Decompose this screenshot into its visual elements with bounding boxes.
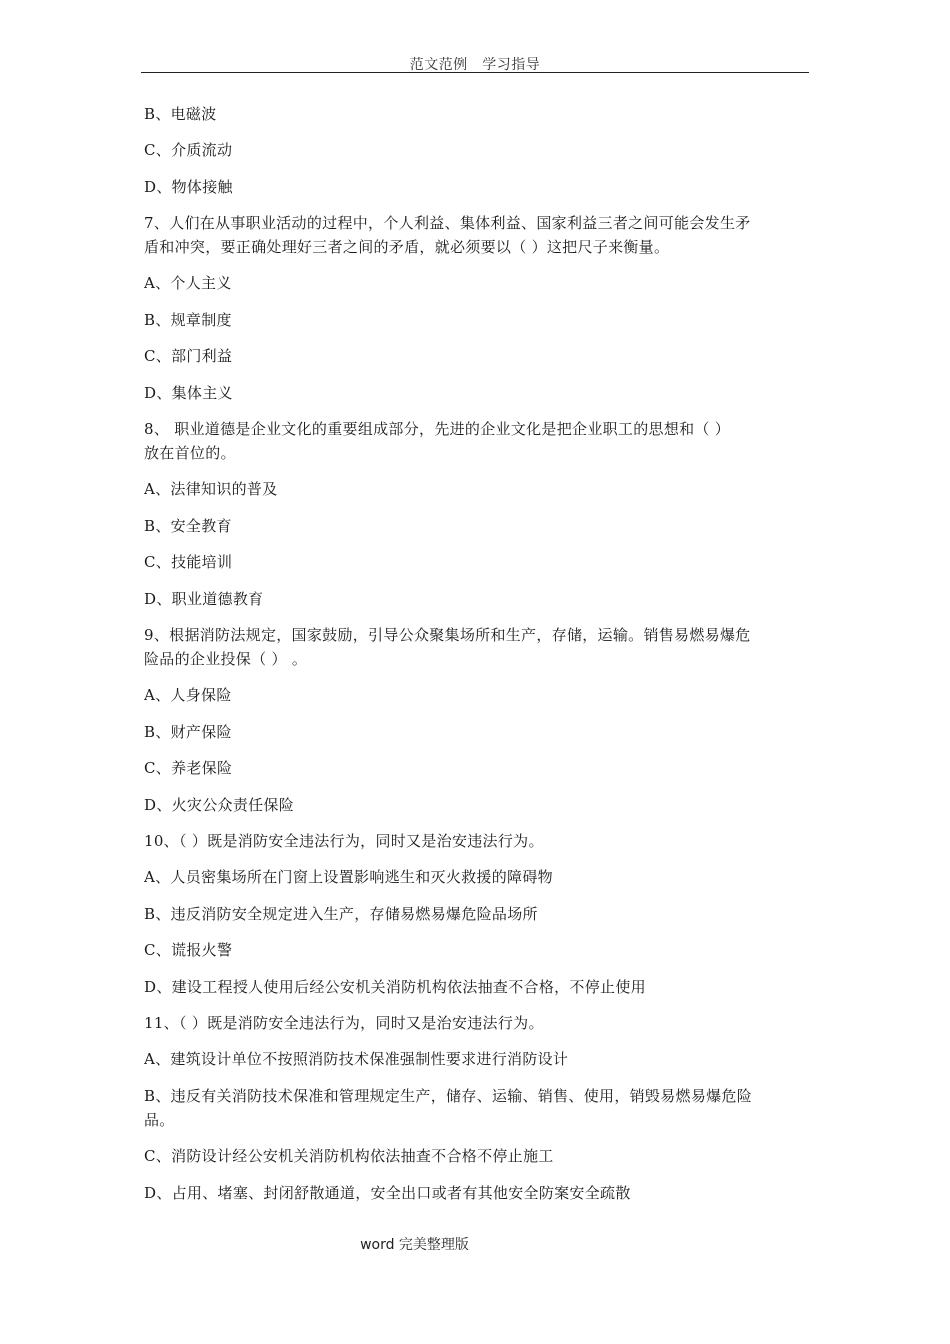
question-8-line-1: 8、 职业道德是企业文化的重要组成部分，先进的企业文化是把企业职工的思想和（ ） [144,420,731,438]
option-c-line: C、养老保险 [144,759,233,777]
header-rule [141,72,809,73]
option-d-line: D、火灾公众责任保险 [144,796,295,814]
page-footer: word 完美整理版 [360,1237,469,1253]
option-b-line: B、违反消防安全规定进入生产，存储易燃易爆危险品场所 [144,905,538,923]
option-a-line: A、建筑设计单位不按照消防技术保准强制性要求进行消防设计 [144,1050,569,1068]
question-8-line-2: 放在首位的。 [144,444,236,462]
option-a-line: A、人员密集场所在门窗上设置影响逃生和灭火救援的障碍物 [144,868,553,886]
question-7-line-2: 盾和冲突，要正确处理好三者之间的矛盾，就必须要以（ ）这把尺子来衡量。 [144,238,670,256]
option-b-line-1: B、违反有关消防技术保准和管理规定生产，储存、运输、销售、使用，销毁易燃易爆危险 [144,1087,753,1105]
question-9-line-1: 9、根据消防法规定，国家鼓励，引导公众聚集场所和生产，存储，运输。销售易燃易爆危 [144,626,751,644]
option-c-line: C、介质流动 [144,141,233,159]
option-c-line: C、消防设计经公安机关消防机构依法抽查不合格不停止施工 [144,1147,554,1165]
option-a-line: A、个人主义 [144,274,232,292]
question-9-line-2: 险品的企业投保（ ） 。 [144,650,308,668]
page-header: 范文范例 学习指导 [409,57,541,73]
question-11-line: 11、（ ）既是消防安全违法行为，同时又是治安违法行为。 [144,1014,544,1032]
option-a-line: A、法律知识的普及 [144,480,278,498]
option-b-line-2: 品。 [144,1111,175,1129]
option-d-line: D、物体接触 [144,178,233,196]
option-d-line: D、集体主义 [144,384,233,402]
question-7-line-1: 7、人们在从事职业活动的过程中，个人利益、集体利益、国家利益三者之间可能会发生矛 [144,214,751,232]
option-d-line: D、占用、堵塞、封闭舒散通道，安全出口或者有其他安全防案安全疏散 [144,1184,631,1202]
option-b-line: B、安全教育 [144,517,232,535]
option-b-line: B、财产保险 [144,723,232,741]
option-d-line: D、建设工程授人使用后经公安机关消防机构依法抽查不合格，不停止使用 [144,978,646,996]
option-b-line: B、电磁波 [144,105,217,123]
option-a-line: A、人身保险 [144,686,232,704]
option-b-line: B、规章制度 [144,311,232,329]
option-c-line: C、谎报火警 [144,941,233,959]
question-10-line: 10、（ ）既是消防安全违法行为，同时又是治安违法行为。 [144,832,544,850]
option-c-line: C、技能培训 [144,553,233,571]
option-d-line: D、职业道德教育 [144,590,264,608]
option-c-line: C、部门利益 [144,347,233,365]
